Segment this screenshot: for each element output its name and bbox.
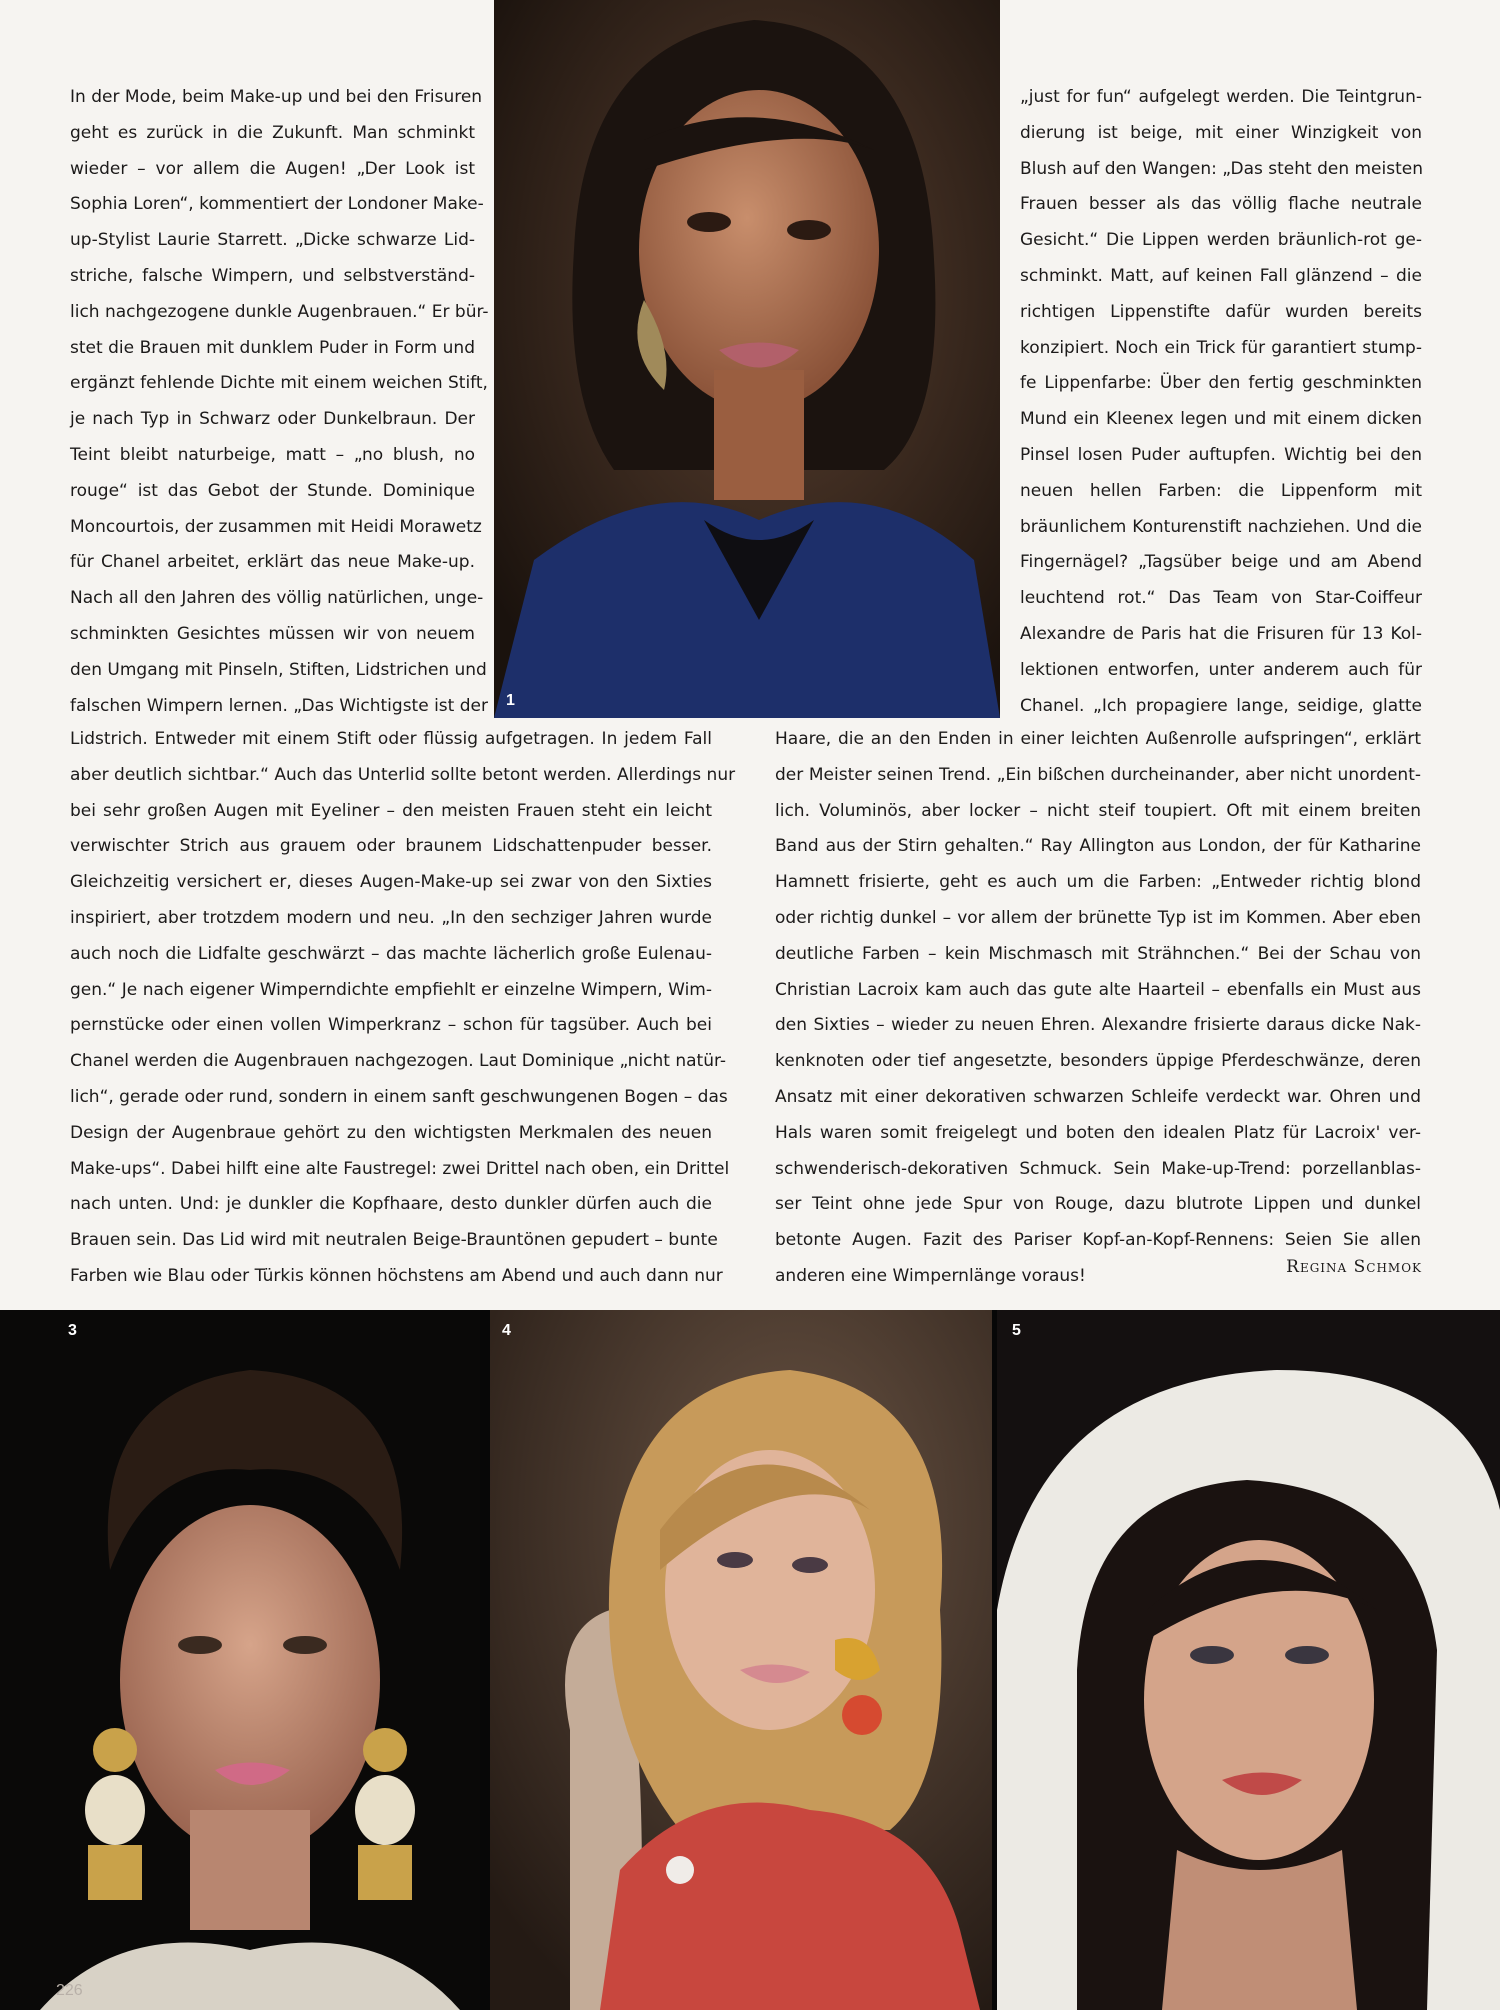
text-line: lektionen entworfen, unter anderem auch für (1020, 659, 1422, 680)
text-line: Band aus der Stirn gehalten.“ Ray Allington aus London, der für Katharine (775, 836, 1421, 857)
author-byline: Regina Schmok (1286, 1257, 1422, 1277)
text-line: Blush auf den Wangen: „Das steht den meisten (1020, 158, 1423, 179)
text-line: der Meister seinen Trend. „Ein bißchen durcheinander, aber nicht unordent- (775, 764, 1421, 785)
text-line: oder richtig dunkel – vor allem der brünette Typ ist im Kommen. Aber eben (775, 907, 1421, 928)
photo-5-portrait (997, 1310, 1500, 2010)
photo-5-illustration (997, 1310, 1500, 2010)
text-line: Design der Augenbraue gehört zu den wichtigsten Merkmalen des neuen (70, 1122, 712, 1143)
text-line: den Sixties – wieder zu neuen Ehren. Alexandre frisierte daraus dicke Nak- (775, 1015, 1421, 1036)
text-line: Chanel. „Ich propagiere lange, seidige, glatte (1020, 695, 1422, 716)
text-line: schminkten Gesichtes müssen wir von neuem (70, 623, 475, 644)
photo-4-illustration (490, 1310, 992, 2010)
text-line: auch noch die Lidfalte geschwärzt – das machte lächerlich große Eulenau- (70, 943, 712, 964)
text-line: Farben wie Blau oder Türkis können höchstens am Abend und auch dann nur (70, 1265, 723, 1286)
text-line: striche, falsche Wimpern, und selbstverständ- (70, 265, 475, 286)
text-line: fe Lippenfarbe: Über den fertig geschminkten (1020, 373, 1422, 394)
text-line: inspiriert, aber trotzdem modern und neu. „In den sechziger Jahren wurde (70, 907, 712, 928)
text-line: bei sehr großen Augen mit Eyeliner – den meisten Frauen steht ein leicht (70, 800, 712, 821)
text-line: Fingernägel? „Tagsüber beige und am Abend (1020, 552, 1422, 573)
text-line: betonte Augen. Fazit des Pariser Kopf-an-Kopf-Rennens: Seien Sie allen (775, 1230, 1421, 1251)
text-line: Chanel werden die Augenbrauen nachgezogen. Laut Dominique „nicht natür- (70, 1051, 727, 1072)
article-column-right (1020, 80, 1422, 724)
photo-3-number: 3 (68, 1322, 77, 1339)
text-line: Nach all den Jahren des völlig natürlichen, unge- (70, 588, 484, 609)
text-line: wieder – vor allem die Augen! „Der Look ist (70, 158, 475, 179)
article-column-left (70, 80, 489, 724)
text-line: Make-ups“. Dabei hilft eine alte Faustregel: zwei Drittel nach oben, ein Drittel (70, 1158, 730, 1179)
text-line: Lidstrich. Entweder mit einem Stift oder flüssig aufgetragen. In jedem Fall (70, 729, 712, 749)
text-line: Sophia Loren“, kommentiert der Londoner Make- (70, 194, 484, 215)
text-line: nach unten. Und: je dunkler die Kopfhaare, desto dunkler dürfen auch die (70, 1194, 712, 1215)
text-line: „just for fun“ aufgelegt werden. Die Teintgrun- (1020, 87, 1422, 107)
text-line: stet die Brauen mit dunklem Puder in Form und (70, 337, 475, 358)
photo-4-portrait (490, 1310, 992, 2010)
text-line: geht es zurück in die Zukunft. Man schminkt (70, 122, 475, 143)
photo-1-number: 1 (506, 692, 515, 709)
photo-1-portrait (494, 0, 1000, 718)
text-line: In der Mode, beim Make-up und bei den Frisuren (70, 87, 483, 107)
text-line: den Umgang mit Pinseln, Stiften, Lidstrichen und (70, 659, 487, 680)
text-line: gen.“ Je nach eigener Wimperndichte empfiehlt er einzelne Wimpern, Wim- (70, 979, 712, 1000)
text-line: konzipiert. Noch ein Trick für garantiert stump- (1020, 337, 1422, 358)
text-line: lich nachgezogene dunkle Augenbrauen.“ Er bür- (70, 301, 489, 322)
text-line: Moncourtois, der zusammen mit Heidi Morawetz (70, 516, 482, 537)
text-line: Brauen sein. Das Lid wird mit neutralen Beige-Brauntönen gepudert – bunte (70, 1230, 718, 1251)
page-number: 226 (56, 1982, 83, 1999)
photo-1-illustration (494, 0, 1000, 718)
text-line: schminkt. Matt, auf keinen Fall glänzend – die (1020, 265, 1422, 286)
text-line: deutliche Farben – kein Mischmasch mit Strähnchen.“ Bei der Schau von (775, 943, 1421, 964)
text-line: rouge“ ist das Gebot der Stunde. Dominique (70, 480, 475, 501)
text-line: lich“, gerade oder rund, sondern in einem sanft geschwungenen Bogen – das (70, 1086, 728, 1107)
photo-5-number: 5 (1012, 1322, 1021, 1339)
text-line: ergänzt fehlende Dichte mit einem weichen Stift, (70, 373, 488, 394)
article-wide-left (70, 722, 736, 1295)
text-line: bräunlichem Konturenstift nachziehen. Und die (1020, 516, 1422, 537)
text-line: für Chanel arbeitet, erklärt das neue Make-up. (70, 552, 475, 573)
text-line: ser Teint ohne jede Spur von Rouge, dazu blutrote Lippen und dunkel (775, 1194, 1421, 1215)
text-line: leuchtend rot.“ Das Team von Star-Coiffeur (1020, 588, 1422, 609)
text-line: Teint bleibt naturbeige, matt – „no blush, no (70, 444, 475, 465)
text-line: Frauen besser als das völlig flache neutrale (1020, 194, 1422, 215)
text-line: up-Stylist Laurie Starrett. „Dicke schwarze Lid- (70, 230, 475, 251)
text-line: richtigen Lippenstifte dafür wurden bereits (1020, 301, 1422, 322)
text-line: je nach Typ in Schwarz oder Dunkelbraun. Der (70, 409, 475, 430)
text-line: Hamnett frisierte, geht es auch um die Farben: „Entweder richtig blond (775, 872, 1421, 893)
text-line: Gleichzeitig versichert er, dieses Augen-Make-up sei zwar von den Sixties (70, 872, 712, 893)
text-line: anderen eine Wimpernlänge voraus! (775, 1265, 1086, 1286)
text-line: aber deutlich sichtbar.“ Auch das Unterlid sollte betont werden. Allerdings nur (70, 764, 736, 785)
text-line: kenknoten oder tief angesetzte, besonders üppige Pferdeschwänze, deren (775, 1051, 1421, 1072)
text-line: Ansatz mit einer dekorativen schwarzen Schleife verdeckt war. Ohren und (775, 1086, 1421, 1107)
text-line: pernstücke oder einen vollen Wimperkranz – schon für tagsüber. Auch bei (70, 1015, 712, 1036)
text-line: neuen hellen Farben: die Lippenform mit (1020, 480, 1422, 501)
text-line: Hals waren somit freigelegt und boten den idealen Platz für Lacroix' ver- (775, 1122, 1421, 1143)
article-wide-right (775, 722, 1421, 1295)
text-line: Haare, die an den Enden in einer leichten Außenrolle aufspringen“, erklärt (775, 729, 1421, 749)
text-line: Pinsel losen Puder auftupfen. Wichtig bei den (1020, 444, 1422, 465)
text-line: Gesicht.“ Die Lippen werden bräunlich-rot ge- (1020, 230, 1422, 251)
photo-4-number: 4 (502, 1322, 511, 1339)
text-line: Mund ein Kleenex legen und mit einem dicken (1020, 409, 1422, 430)
text-line: dierung ist beige, mit einer Winzigkeit von (1020, 122, 1422, 143)
photo-3-portrait (0, 1310, 480, 2010)
text-line: verwischter Strich aus grauem oder braunem Lidschattenpuder besser. (70, 836, 712, 857)
text-line: lich. Voluminös, aber locker – nicht steif toupiert. Oft mit einem breiten (775, 800, 1421, 821)
text-line: falschen Wimpern lernen. „Das Wichtigste ist der (70, 695, 488, 716)
photo-3-illustration (0, 1310, 480, 2010)
text-line: schwenderisch-dekorativen Schmuck. Sein Make-up-Trend: porzellanblas- (775, 1158, 1421, 1179)
text-line: Christian Lacroix kam auch das gute alte Haarteil – ebenfalls ein Must aus (775, 979, 1421, 1000)
text-line: Alexandre de Paris hat die Frisuren für 13 Kol- (1020, 623, 1422, 644)
